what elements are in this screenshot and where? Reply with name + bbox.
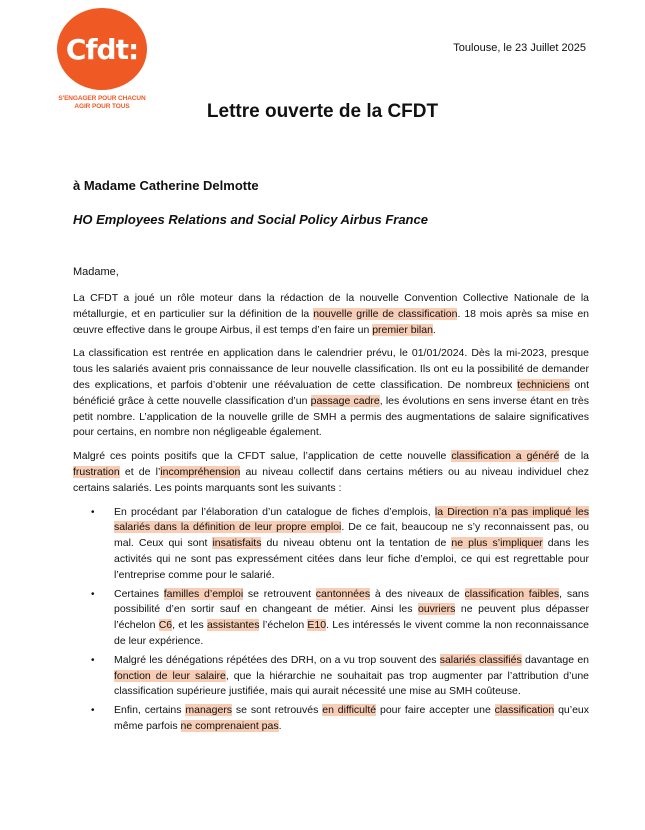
text: . xyxy=(432,323,436,336)
cfdt-logo xyxy=(57,8,147,90)
highlight: cantonnées xyxy=(315,587,371,600)
text: davantage en xyxy=(521,653,590,666)
text: Enfin, certains xyxy=(114,704,186,717)
paragraph-1 xyxy=(73,291,589,338)
text: , les évolutions en sens inverse étant en très petit nombre. L’application de la nouvelle grille de SMH a permis des augmentations de salaire significatives pour certains, en nombre non négligeable également. xyxy=(73,394,589,439)
highlight: salariés classifiés xyxy=(439,653,522,666)
list-item xyxy=(73,703,589,735)
highlight: premier bilan xyxy=(372,323,433,336)
text: . xyxy=(278,719,282,732)
highlight: classification xyxy=(494,704,555,717)
salutation: Madame, xyxy=(73,266,119,278)
highlight: fonction de leur salaire xyxy=(114,669,226,682)
list-item xyxy=(73,653,589,700)
highlight: assistantes xyxy=(206,619,260,632)
highlight: classification a généré xyxy=(451,450,560,463)
text: ne peuvent plus dépasser l’échelon xyxy=(114,603,589,632)
text: , que la hiérarchie ne souhaitait pas trop augmenter par l’attribution d’une classification supérieure justifiée, mais qui aurait nécessité une mise au SMH coûteuse. xyxy=(114,669,589,698)
highlight: en difficulté xyxy=(322,704,377,717)
tagline-line-1: S'ENGAGER POUR CHACUN xyxy=(58,95,146,102)
text: En procédant par l’élaboration d’un catalogue de fiches d’emplois, xyxy=(114,505,435,518)
text: Malgré ces points positifs que la CFDT salue, l’application de cette nouvelle xyxy=(73,450,452,463)
text: et de l’ xyxy=(119,465,161,478)
cfdt-logo-block xyxy=(57,8,147,111)
text: Certaines xyxy=(114,587,164,600)
text: dans les activités qui ne sont pas expressément citées dans leur fiche d’emploi, ce qui est regrettable pour l’entreprise comme pour le salarié. xyxy=(114,537,589,581)
recipient-name: à Madame Catherine Delmotte xyxy=(73,178,259,193)
text: qu’eux même parfois xyxy=(114,704,590,732)
letter-date: Toulouse, le 23 Juillet 2025 xyxy=(453,42,586,54)
paragraph-3 xyxy=(73,449,589,496)
highlight: managers xyxy=(185,704,233,717)
highlight: ne comprenaient pas xyxy=(180,719,279,732)
paragraph-2 xyxy=(73,346,589,441)
text: à des niveaux de xyxy=(370,587,465,600)
text: La CFDT a joué un rôle moteur dans la rédaction de la nouvelle Convention Collective Nationale de la métallurgie, et en particulier sur la définition de la xyxy=(73,292,589,320)
highlight: ne plus s’impliquer xyxy=(451,537,543,550)
logo-text: Cfdt: xyxy=(65,32,139,66)
highlight: la Direction n’a pas impliqué les salariés dans la définition de leur propre emploi xyxy=(114,505,589,534)
text: de la xyxy=(559,450,589,463)
text: se retrouvent xyxy=(243,587,316,600)
letter-body xyxy=(73,291,589,738)
highlight: classification faibles xyxy=(464,587,560,600)
text: . De ce fait, beaucoup ne s’y reconnaissent pas, ou mal. Ceux qui sont xyxy=(114,521,590,550)
tagline-line-2: AGIR POUR TOUS xyxy=(74,103,130,110)
text: au niveau collectif dans certains métiers ou au niveau individuel chez certains salariés. Les points marquants sont les suivants : xyxy=(73,465,590,494)
bullet-icon: • xyxy=(91,705,95,717)
highlight: passage cadre xyxy=(310,394,380,407)
text: . Les intéressés le vivent comme la non reconnaissance de leur expérience. xyxy=(114,619,589,647)
highlight: insatisfaits xyxy=(212,537,262,550)
highlight: E10 xyxy=(307,619,327,632)
highlight: frustration xyxy=(73,465,120,478)
highlight: nouvelle grille de classification xyxy=(313,307,458,320)
highlight: ouvriers xyxy=(418,603,456,616)
list-item xyxy=(73,587,589,650)
letter-title: Lettre ouverte de la CFDT xyxy=(206,101,439,122)
points-list xyxy=(73,505,589,735)
text: Malgré les dénégations répétées des DRH, on a vu trop souvent des xyxy=(114,653,440,666)
bullet-icon: • xyxy=(91,588,95,600)
recipient-role: HO Employees Relations and Social Policy Airbus France xyxy=(73,212,428,227)
highlight: C6 xyxy=(158,619,173,632)
text: se sont retrouvés xyxy=(232,704,323,717)
highlight: familles d’emploi xyxy=(163,587,244,600)
text: . 18 mois après sa mise en œuvre effective dans le groupe Airbus, il est temps d’en faire un xyxy=(73,307,590,336)
bullet-icon: • xyxy=(91,654,95,666)
highlight: incompréhension xyxy=(160,465,241,478)
text: l’échelon xyxy=(259,619,308,632)
bullet-icon: • xyxy=(91,506,95,518)
text: , et les xyxy=(172,619,207,632)
text: du niveau obtenu ont la tentation de xyxy=(261,537,452,550)
text: pour faire accepter une xyxy=(376,704,495,717)
text: , sans possibilité d’en sortir sauf en changeant de métier. Ainsi les xyxy=(114,587,590,616)
text: ont bénéficié grâce à cette nouvelle classification d’un xyxy=(73,378,589,407)
list-item xyxy=(73,505,589,584)
text: La classification est rentrée en application dans le calendrier prévu, le 01/01/2024. Dès la mi-2023, presque tous les salariés avaient pris connaissance de leur nouvelle classification. Ils ont eu la possibilité de demander des explications, et parfois d’obtenir une réévaluation de cette classification. De nombreux xyxy=(73,347,589,391)
highlight: techniciens xyxy=(517,378,570,391)
